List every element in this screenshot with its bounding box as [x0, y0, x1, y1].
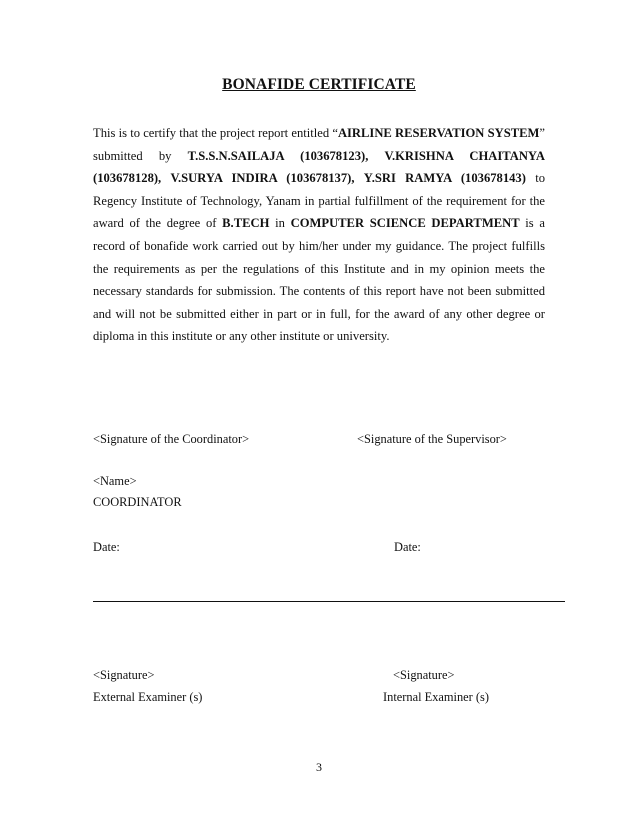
- external-examiner-role: External Examiner (s): [93, 690, 203, 704]
- supervisor-signature-label: <Signature of the Supervisor>: [357, 432, 507, 446]
- student-1: T.S.S.N.SAILAJA (103678123),: [187, 148, 369, 163]
- date-right: Date:: [394, 540, 421, 554]
- coordinator-name-placeholder: <Name>: [93, 474, 137, 488]
- student-2: V.KRISHNA CHAITANYA (103678128),: [93, 148, 545, 186]
- body-text-part-2: ” submitted by: [93, 126, 545, 163]
- body-text-part-4: in: [269, 216, 291, 231]
- page-number: 3: [316, 760, 322, 774]
- body-text-part-1: This is to certify that the project report entitled “: [93, 126, 338, 140]
- body-text-part-5: is a record of bonafide work carried out by him/her under my guidance. The project fulfills the requirements as per the regulations of this Institute and in my opinion meets the necessary standards for submission. The contents of this report have not been submitted and will not be submitted either in part or in full, for the award of any other degree or diploma in this institute or any other institute or university.: [93, 216, 545, 344]
- internal-signature-label: <Signature>: [393, 668, 455, 682]
- external-signature-label: <Signature>: [93, 668, 155, 682]
- date-left: Date:: [93, 540, 120, 554]
- body-text-part-3: to Regency Institute of Technology, Yanam in partial fulfillment of the requirement for the award of the degree of: [93, 171, 546, 231]
- coordinator-signature-label: <Signature of the Coordinator>: [93, 432, 250, 446]
- degree-name: B.TECH: [222, 216, 270, 231]
- page-title: BONAFIDE CERTIFICATE: [222, 76, 416, 93]
- certificate-body: [93, 122, 545, 348]
- divider-line: [93, 601, 565, 602]
- coordinator-role: COORDINATOR: [93, 495, 182, 509]
- project-title: AIRLINE RESERVATION SYSTEM: [337, 126, 540, 140]
- internal-examiner-role: Internal Examiner (s): [383, 690, 489, 704]
- department-name: COMPUTER SCIENCE DEPARTMENT: [290, 216, 520, 231]
- student-3: V.SURYA INDIRA (103678137),: [170, 171, 355, 186]
- student-4: Y.SRI RAMYA (103678143): [363, 171, 526, 186]
